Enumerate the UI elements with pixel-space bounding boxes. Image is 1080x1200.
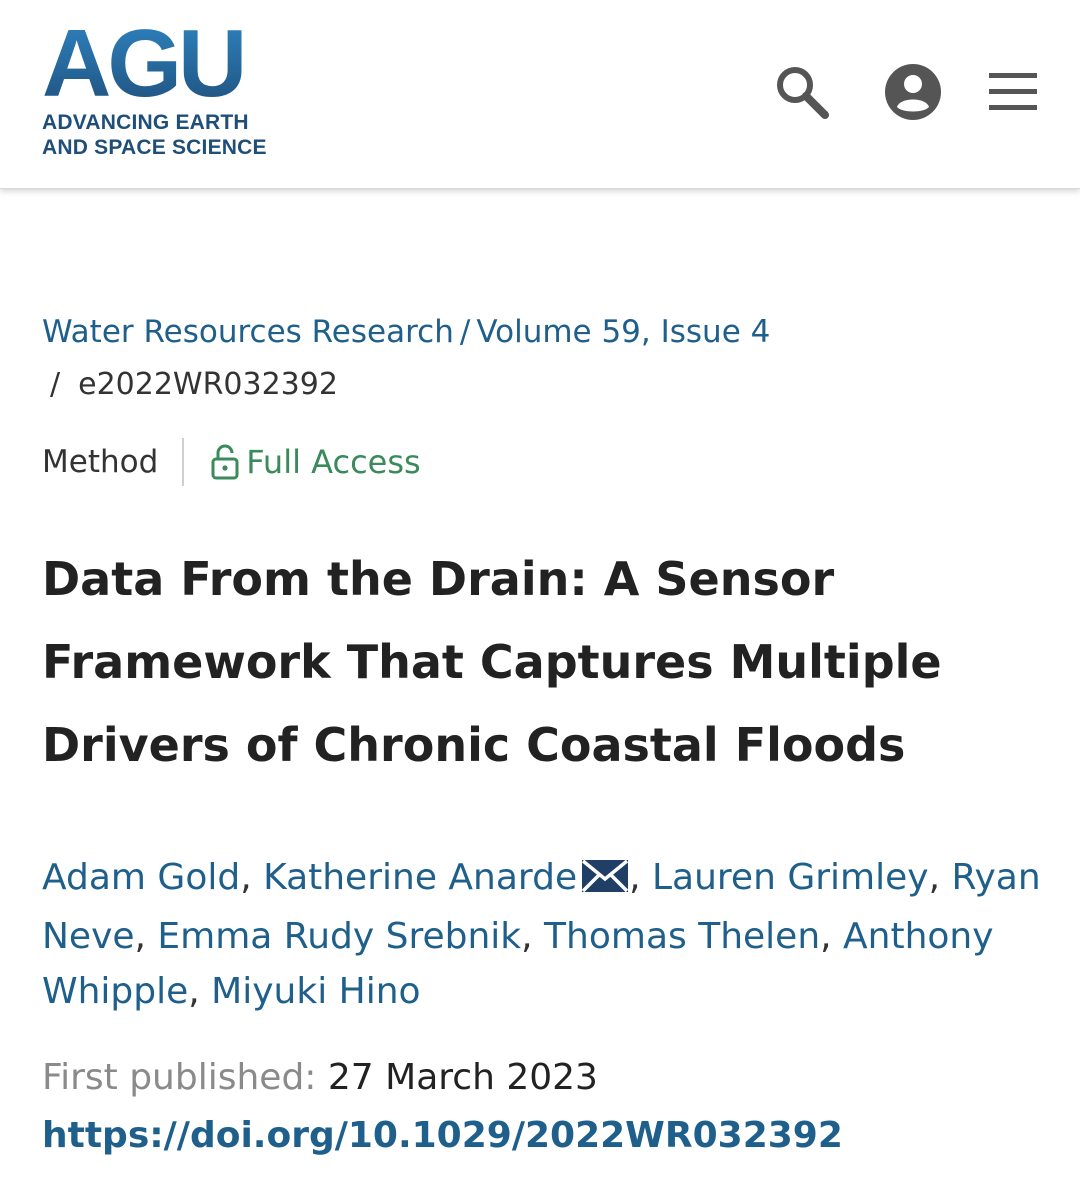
breadcrumb (42, 312, 770, 352)
first-published-date: 27 March 2023 (327, 1057, 598, 1098)
author-link[interactable]: Lauren Grimley (651, 857, 929, 898)
account-icon (884, 63, 942, 121)
author-link[interactable]: Ryan Neve (42, 857, 1041, 957)
access-badge (210, 443, 420, 481)
author-list (42, 850, 1042, 1019)
account-button[interactable] (883, 62, 943, 122)
breadcrumb-article-row (50, 365, 338, 405)
first-published-label: First published: (42, 1057, 317, 1098)
author-link[interactable]: Adam Gold (42, 857, 241, 898)
article-title: Data From the Drain: A Sensor Framework That Captures Multiple Drivers of Chronic Coastal Floods (42, 552, 942, 772)
author-separator: , (928, 857, 952, 898)
doi-link[interactable]: https://doi.org/10.1029/2022WR032392 (42, 1115, 843, 1156)
menu-button[interactable] (983, 62, 1043, 122)
author-separator: , (240, 857, 264, 898)
publication-info (42, 1055, 598, 1101)
author-link[interactable]: Emma Rudy Srebnik (157, 916, 522, 957)
agu-logo-mark (42, 20, 257, 102)
search-button[interactable] (772, 62, 832, 122)
article-type: Method (42, 444, 159, 480)
logo-tagline-1: ADVANCING EARTH (42, 111, 249, 134)
article-id: e2022WR032392 (78, 367, 338, 402)
author-separator: , (629, 857, 652, 898)
author-separator: , (188, 971, 212, 1012)
author-separator: , (820, 916, 844, 957)
search-icon (773, 63, 831, 121)
author-link[interactable]: Katherine Anarde (263, 857, 578, 898)
breadcrumb-journal-link[interactable]: Water Resources Research (42, 314, 454, 350)
access-label: Full Access (246, 443, 421, 481)
breadcrumb-separator-2: / (50, 367, 61, 402)
agu-logo[interactable] (42, 20, 272, 165)
breadcrumb-separator: / (459, 314, 471, 350)
author-link[interactable]: Anthony Whipple (42, 916, 994, 1012)
author-link[interactable]: Thomas Thelen (544, 916, 821, 957)
logo-tagline-2: AND SPACE SCIENCE (42, 136, 267, 159)
open-lock-icon (210, 443, 240, 481)
breadcrumb-issue-link[interactable]: Volume 59, Issue 4 (476, 314, 771, 350)
author-link[interactable]: Miyuki Hino (211, 971, 421, 1012)
article-meta-row (42, 438, 421, 486)
menu-icon (987, 69, 1039, 115)
email-icon[interactable] (581, 854, 629, 909)
author-separator: , (521, 916, 545, 957)
author-separator: , (134, 916, 158, 957)
logo-wordmark: AGU (42, 20, 244, 102)
meta-divider (182, 438, 184, 486)
site-header (0, 0, 1080, 189)
